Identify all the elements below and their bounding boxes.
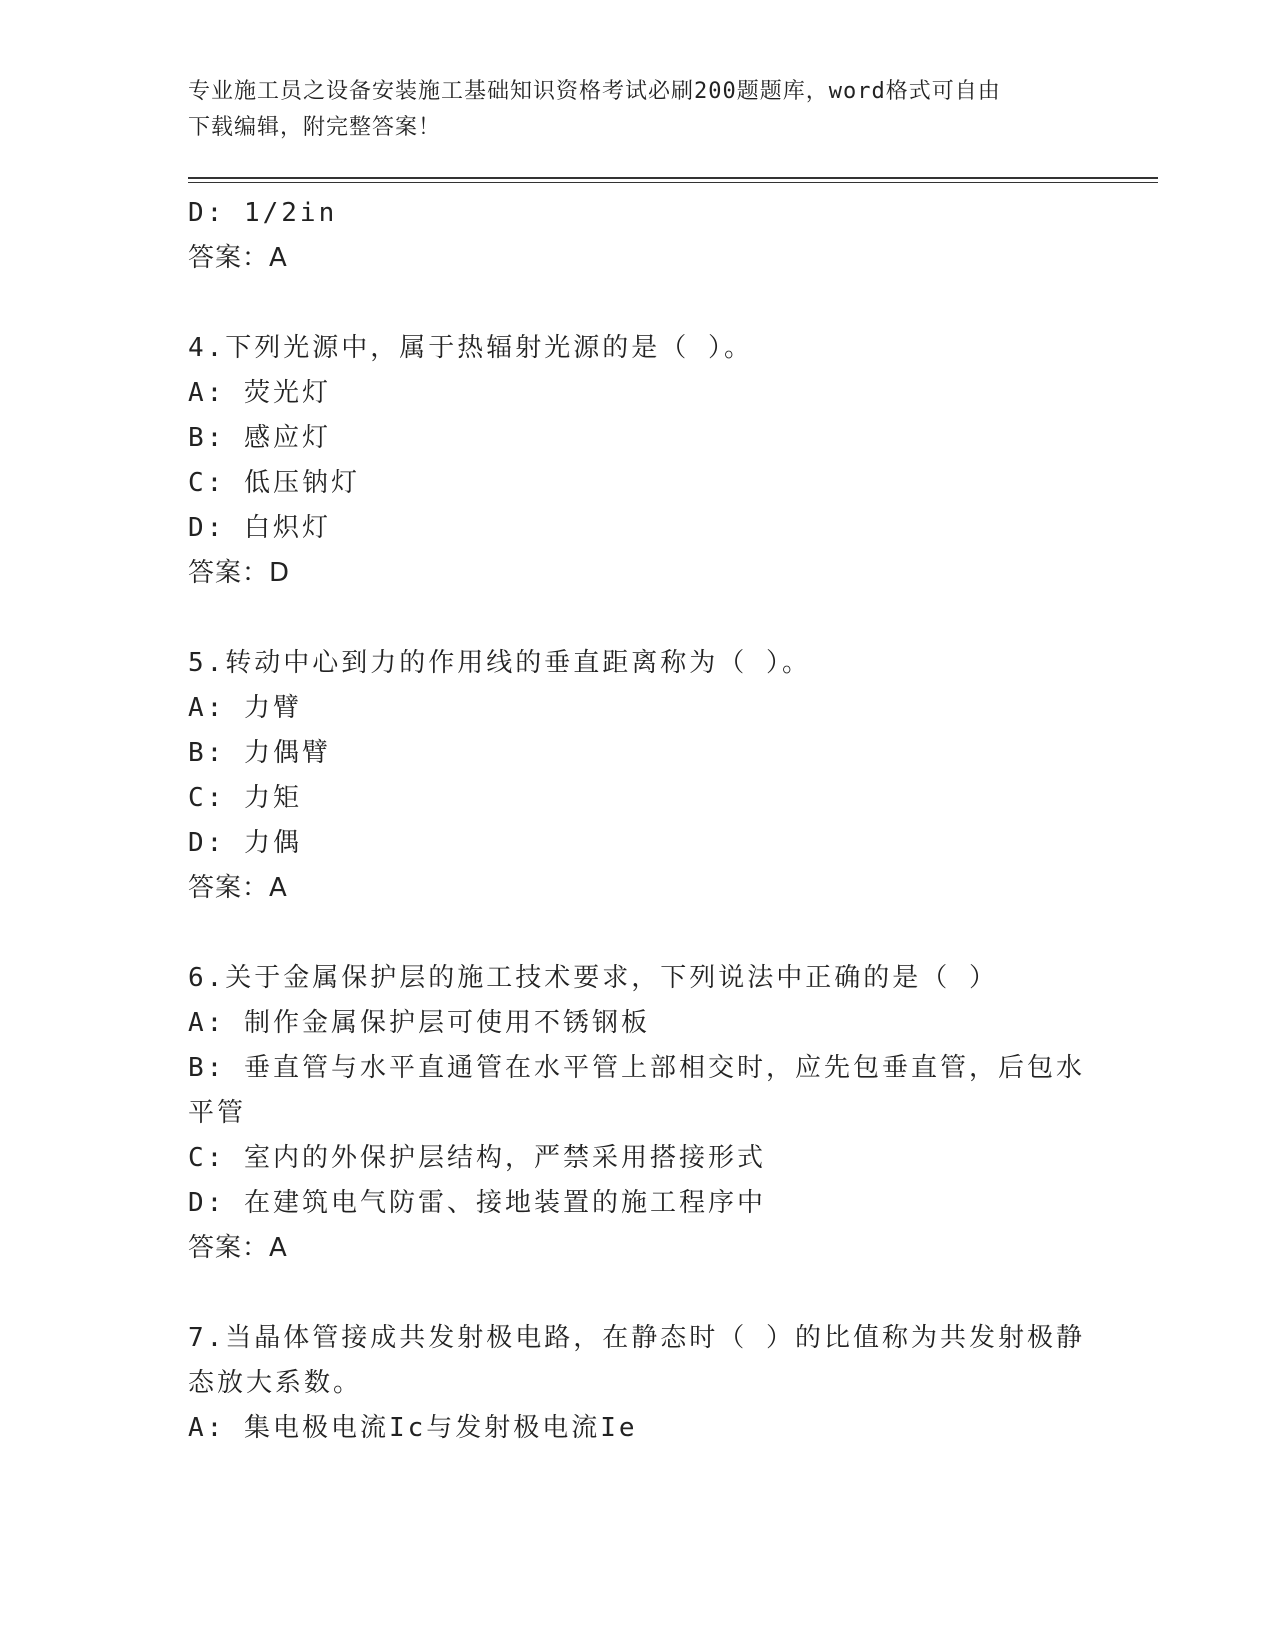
option-b: B: 感应灯 xyxy=(188,423,331,453)
question-list xyxy=(188,191,1088,1451)
question-3-tail xyxy=(188,191,1088,281)
answer-label: 答案：D xyxy=(188,558,291,588)
header-divider-thick xyxy=(188,177,1158,179)
document-header xyxy=(188,74,1088,146)
option-d: D: 1/2in xyxy=(188,198,338,228)
question-6 xyxy=(188,956,1088,1271)
answer-label: 答案：A xyxy=(188,243,288,273)
answer-label: 答案：A xyxy=(188,1233,288,1263)
option-b-line-1: B: 垂直管与水平直通管在水平管上部相交时，应先包垂直管，后包水 xyxy=(188,1053,1085,1083)
spacer xyxy=(188,911,1088,956)
option-b: B: 力偶臂 xyxy=(188,738,331,768)
option-a: A: 制作金属保护层可使用不锈钢板 xyxy=(188,1008,650,1038)
option-d: D: 白炽灯 xyxy=(188,513,331,543)
option-d: D: 力偶 xyxy=(188,828,302,858)
question-text-line-1: 7.当晶体管接成共发射极电路，在静态时（ ）的比值称为共发射极静 xyxy=(188,1323,1085,1353)
question-text: 5.转动中心到力的作用线的垂直距离称为（ ）。 xyxy=(188,648,811,678)
header-title-line-1: 专业施工员之设备安装施工基础知识资格考试必刷200题题库，word格式可自由 xyxy=(188,79,1001,104)
option-a: A: 荧光灯 xyxy=(188,378,331,408)
option-b-line-2: 平管 xyxy=(188,1098,247,1128)
question-text: 4.下列光源中，属于热辐射光源的是（ ）。 xyxy=(188,333,753,363)
question-4 xyxy=(188,326,1088,596)
option-c: C: 低压钠灯 xyxy=(188,468,360,498)
spacer xyxy=(188,1271,1088,1316)
answer-label: 答案：A xyxy=(188,873,288,903)
header-divider-thin xyxy=(188,182,1158,183)
option-d: D: 在建筑电气防雷、接地装置的施工程序中 xyxy=(188,1188,766,1218)
question-5 xyxy=(188,641,1088,911)
option-c: C: 力矩 xyxy=(188,783,302,813)
question-7 xyxy=(188,1316,1088,1451)
option-c: C: 室内的外保护层结构，严禁采用搭接形式 xyxy=(188,1143,766,1173)
question-text: 6.关于金属保护层的施工技术要求，下列说法中正确的是（ ） xyxy=(188,963,998,993)
option-a: A: 力臂 xyxy=(188,693,302,723)
question-text-line-2: 态放大系数。 xyxy=(188,1368,363,1398)
spacer xyxy=(188,281,1088,326)
spacer xyxy=(188,596,1088,641)
header-title-line-2: 下载编辑，附完整答案！ xyxy=(188,115,442,140)
option-a: A: 集电极电流Ic与发射极电流Ie xyxy=(188,1413,638,1443)
